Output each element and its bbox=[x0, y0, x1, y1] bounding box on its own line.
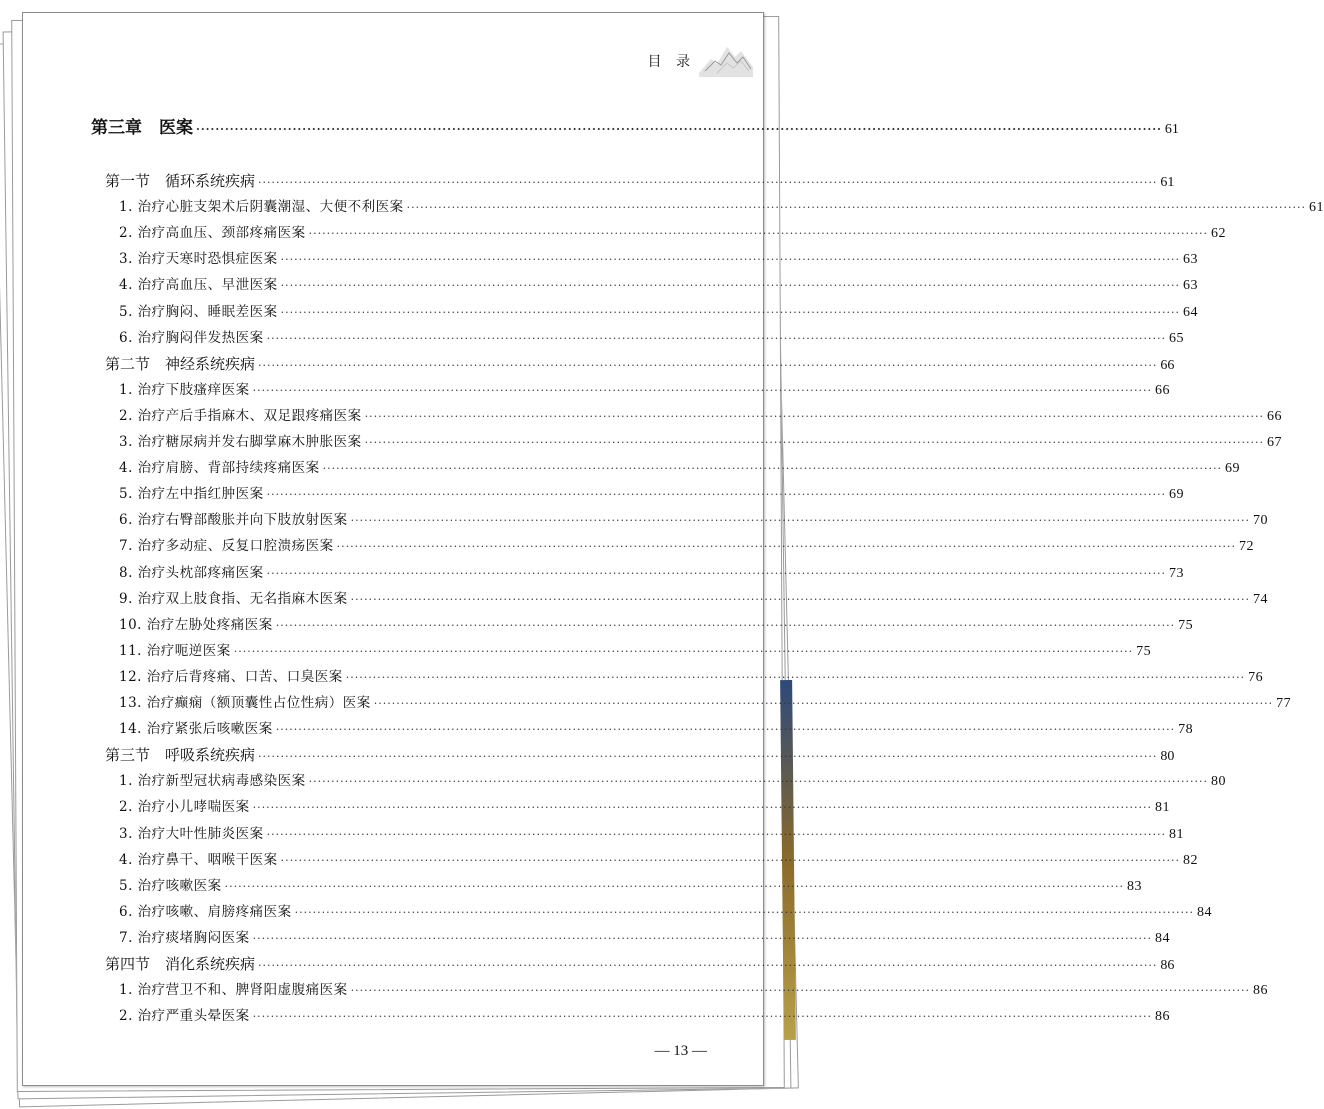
toc-page-number: 67 bbox=[1267, 435, 1282, 450]
dot-leader: ········································································································································································································ bbox=[322, 462, 1222, 476]
toc-page-number: 80 bbox=[1160, 749, 1175, 765]
toc-page-number: 83 bbox=[1127, 878, 1142, 894]
toc-entry-title: 4. 治疗高血压、早泄医案 bbox=[119, 277, 278, 294]
toc-page-number: 72 bbox=[1239, 539, 1254, 555]
toc-item-entry bbox=[119, 927, 1170, 949]
toc-page-number: 75 bbox=[1136, 643, 1152, 659]
toc-item-entry bbox=[119, 901, 1212, 923]
toc-page-number: 84 bbox=[1197, 904, 1212, 920]
toc-item-entry bbox=[119, 457, 1240, 479]
toc-entry-title: 第三章 医案 bbox=[91, 118, 193, 138]
toc-section-entry bbox=[105, 953, 1175, 975]
toc-page-number: 86 bbox=[1253, 983, 1268, 999]
toc-entry-title: 13. 治疗癫痫（额顶囊性占位性病）医案 bbox=[119, 695, 371, 711]
toc-entry-title: 第一节 循环系统疾病 bbox=[105, 172, 256, 190]
dot-leader: ········································································································································································································ bbox=[350, 592, 1250, 606]
toc-entry-title: 6. 治疗右臀部酸胀并向下肢放射医案 bbox=[119, 512, 348, 529]
toc-entry-title: 5. 治疗左中指红肿医案 bbox=[119, 486, 264, 503]
toc-page-number: 75 bbox=[1178, 617, 1194, 633]
dot-leader: ········································································································································································································ bbox=[233, 644, 1134, 658]
toc-entry-title: 12. 治疗后背疼痛、口苦、口臭医案 bbox=[119, 668, 343, 685]
toc-page-number: 69 bbox=[1225, 461, 1240, 477]
toc-item-entry bbox=[119, 327, 1184, 349]
toc-entry-title: 5. 治疗咳嗽医案 bbox=[119, 877, 222, 894]
landscape-ornament-icon bbox=[697, 33, 755, 81]
dot-leader: ········································································································································································································ bbox=[252, 1010, 1152, 1024]
toc-page-number: 63 bbox=[1183, 252, 1198, 268]
toc-entry-title: 6. 治疗咳嗽、肩膀疼痛医案 bbox=[119, 903, 292, 920]
dot-leader: ········································································································································································································ bbox=[252, 801, 1152, 815]
dot-leader: ········································································································································································································ bbox=[258, 176, 1158, 189]
toc-entry-title: 9. 治疗双上肢食指、无名指麻木医案 bbox=[119, 590, 348, 607]
toc-entry-title: 4. 治疗肩膀、背部持续疼痛医案 bbox=[119, 460, 320, 477]
running-header: 目 录 bbox=[647, 54, 695, 70]
toc-entry-title: 6. 治疗胸闷伴发热医案 bbox=[119, 329, 264, 346]
dot-leader: ········································································································································································································ bbox=[280, 279, 1180, 293]
toc-page-number: 81 bbox=[1169, 826, 1184, 842]
toc-item-entry bbox=[119, 301, 1198, 323]
dot-leader: ········································································································································································································ bbox=[345, 670, 1246, 684]
toc-page-number: 66 bbox=[1160, 357, 1175, 373]
toc-item-entry bbox=[119, 849, 1198, 871]
dot-leader: ········································································································································································································ bbox=[266, 488, 1166, 502]
toc-page-number: 80 bbox=[1211, 774, 1226, 790]
toc-entry-title: 3. 治疗天寒时恐惧症医案 bbox=[119, 251, 278, 268]
toc-entry-title: 第二节 神经系统疾病 bbox=[105, 354, 256, 373]
toc-entry-title: 2. 治疗高血压、颈部疼痛医案 bbox=[119, 225, 306, 242]
toc-item-entry bbox=[119, 379, 1170, 401]
dot-leader: ········································································································································································································ bbox=[406, 201, 1306, 215]
toc-entry-title: 第四节 消化系统疾病 bbox=[105, 955, 256, 973]
toc-entry-title: 5. 治疗胸闷、睡眠差医案 bbox=[119, 303, 278, 320]
toc-entry-title: 1. 治疗新型冠状病毒感染医案 bbox=[119, 773, 306, 790]
toc-entry-title: 1. 治疗心脏支架术后阴囊潮湿、大便不利医案 bbox=[119, 199, 404, 216]
toc-entry-title: 2. 治疗小儿哮喘医案 bbox=[119, 799, 250, 816]
toc-item-entry bbox=[119, 875, 1142, 897]
toc-entry-title: 2. 治疗产后手指麻木、双足跟疼痛医案 bbox=[119, 407, 362, 424]
toc-chapter-entry bbox=[91, 117, 1179, 139]
dot-leader: ········································································································································································································ bbox=[266, 331, 1166, 345]
toc-page-number: 86 bbox=[1155, 1009, 1170, 1025]
dot-leader: ········································································································································································································ bbox=[350, 514, 1250, 528]
toc-item-entry bbox=[119, 509, 1268, 531]
dot-leader: ········································································································································································································ bbox=[196, 123, 1162, 136]
toc-item-entry bbox=[119, 770, 1226, 792]
toc-entry-title: 1. 治疗下肢瘙痒医案 bbox=[119, 381, 250, 398]
dot-leader: ········································································································································································································ bbox=[252, 383, 1152, 397]
toc-item-entry bbox=[119, 692, 1292, 714]
toc-page-number: 61 bbox=[1164, 122, 1179, 137]
dot-leader: ········································································································································································································ bbox=[224, 879, 1124, 893]
toc-item-entry bbox=[119, 274, 1198, 296]
toc-item-entry bbox=[119, 718, 1194, 740]
dot-leader: ········································································································································································································ bbox=[252, 931, 1152, 945]
toc-section-entry bbox=[105, 353, 1175, 375]
toc-page-number: 77 bbox=[1276, 696, 1292, 711]
toc-item-entry bbox=[119, 405, 1282, 427]
page-number: — 13 — bbox=[654, 1043, 707, 1059]
toc-entry-title: 2. 治疗严重头晕医案 bbox=[119, 1008, 250, 1025]
toc-page-number: 84 bbox=[1155, 930, 1170, 946]
toc-entry-title: 7. 治疗多动症、反复口腔溃疡医案 bbox=[119, 538, 334, 555]
toc-item-entry bbox=[119, 1005, 1170, 1027]
toc-item-entry bbox=[119, 823, 1184, 845]
dot-leader: ········································································································································································································ bbox=[373, 697, 1274, 710]
toc-entry-title: 7. 治疗痰堵胸闷医案 bbox=[119, 929, 250, 946]
toc-page-number: 74 bbox=[1253, 591, 1268, 607]
dot-leader: ········································································································································································································ bbox=[280, 305, 1180, 319]
toc-section-entry bbox=[105, 744, 1175, 766]
toc-item-entry bbox=[119, 535, 1254, 557]
dot-leader: ········································································································································································································ bbox=[350, 984, 1250, 998]
dot-leader: ········································································································································································································ bbox=[364, 409, 1264, 423]
toc-page-number: 86 bbox=[1160, 958, 1175, 973]
toc-page-number: 82 bbox=[1183, 852, 1198, 868]
toc-entry-title: 14. 治疗紧张后咳嗽医案 bbox=[119, 721, 273, 738]
toc-item-entry bbox=[119, 222, 1226, 244]
toc-page-number: 62 bbox=[1211, 226, 1226, 242]
toc-entry-title: 11. 治疗呃逆医案 bbox=[119, 642, 231, 659]
toc-entry-title: 8. 治疗头枕部疼痛医案 bbox=[119, 564, 264, 581]
dot-leader: ········································································································································································································ bbox=[266, 566, 1166, 580]
dot-leader: ········································································································································································································ bbox=[275, 618, 1176, 632]
toc-item-entry bbox=[119, 614, 1194, 636]
toc-item-entry bbox=[119, 562, 1184, 584]
toc-page-number: 64 bbox=[1183, 304, 1198, 320]
dot-leader: ········································································································································································································ bbox=[258, 358, 1158, 372]
toc-page-number: 69 bbox=[1169, 487, 1184, 503]
dot-leader: ········································································································································································································ bbox=[258, 750, 1158, 764]
toc-item-entry bbox=[119, 588, 1268, 610]
toc-entry-title: 第三节 呼吸系统疾病 bbox=[105, 746, 256, 765]
toc-page-number: 81 bbox=[1155, 800, 1170, 816]
dot-leader: ········································································································································································································ bbox=[266, 827, 1166, 841]
dot-leader: ········································································································································································································ bbox=[280, 853, 1180, 867]
toc-entry-title: 1. 治疗营卫不和、脾肾阳虚腹痛医案 bbox=[119, 982, 348, 999]
toc-entry-title: 3. 治疗大叶性肺炎医案 bbox=[119, 825, 264, 842]
dot-leader: ········································································································································································································ bbox=[275, 723, 1176, 737]
dot-leader: ········································································································································································································ bbox=[280, 253, 1180, 267]
toc-page-number: 61 bbox=[1309, 200, 1324, 216]
toc-item-entry bbox=[119, 640, 1152, 662]
toc-entry-title: 4. 治疗鼻干、咽喉干医案 bbox=[119, 851, 278, 868]
toc-page-number: 70 bbox=[1253, 513, 1268, 529]
dot-leader: ········································································································································································································ bbox=[308, 775, 1208, 789]
toc-item-entry bbox=[119, 796, 1170, 818]
toc-item-entry bbox=[119, 666, 1264, 688]
toc-page-number: 76 bbox=[1248, 669, 1264, 685]
toc-item-entry bbox=[119, 979, 1268, 1001]
toc-page-number: 78 bbox=[1178, 722, 1194, 738]
dot-leader: ········································································································································································································ bbox=[258, 959, 1158, 972]
dot-leader: ········································································································································································································ bbox=[294, 905, 1194, 919]
toc-page-number: 61 bbox=[1160, 175, 1175, 190]
toc-entry-title: 10. 治疗左胁处疼痛医案 bbox=[119, 616, 273, 633]
toc-item-entry bbox=[119, 248, 1198, 270]
dot-leader: ········································································································································································································ bbox=[336, 540, 1236, 554]
toc-item-entry bbox=[119, 196, 1324, 218]
toc-item-entry bbox=[119, 431, 1282, 453]
toc-page-number: 73 bbox=[1169, 565, 1184, 581]
toc-page-number: 63 bbox=[1183, 278, 1198, 294]
toc-page-number: 65 bbox=[1169, 330, 1184, 346]
toc-page-number: 66 bbox=[1155, 382, 1170, 398]
toc-item-entry bbox=[119, 483, 1184, 505]
document-page bbox=[22, 12, 1324, 1086]
dot-leader: ········································································································································································································ bbox=[308, 227, 1208, 241]
toc-entry-title: 3. 治疗糖尿病并发右脚掌麻木肿胀医案 bbox=[119, 434, 362, 450]
toc-page-number: 66 bbox=[1267, 408, 1282, 424]
toc-section-entry bbox=[105, 170, 1175, 192]
dot-leader: ········································································································································································································ bbox=[364, 436, 1264, 449]
